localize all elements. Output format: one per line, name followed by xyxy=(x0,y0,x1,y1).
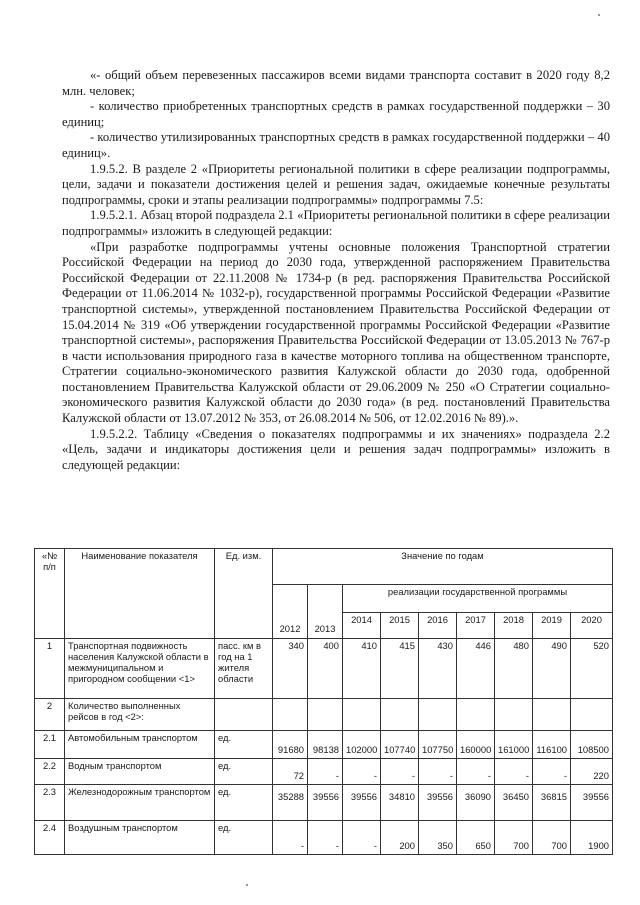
row-value: 36815 xyxy=(533,785,571,821)
row-value: 160000 xyxy=(457,731,495,759)
row-value: 91680 xyxy=(273,731,308,759)
row-value: - xyxy=(495,759,533,785)
row-index: 2.4 xyxy=(35,821,65,855)
row-value: - xyxy=(533,759,571,785)
row-value: 116100 xyxy=(533,731,571,759)
header-year: 2018 xyxy=(495,613,533,639)
row-index: 2 xyxy=(35,699,65,731)
row-value: 650 xyxy=(457,821,495,855)
document-text xyxy=(62,68,610,473)
row-value: - xyxy=(343,759,381,785)
row-unit: ед. xyxy=(215,759,273,785)
row-value: - xyxy=(308,821,343,855)
header-num: «№ п/п xyxy=(35,549,65,639)
header-year: 2014 xyxy=(343,613,381,639)
row-unit: ед. xyxy=(215,731,273,759)
row-value: - xyxy=(381,759,419,785)
table-row xyxy=(35,731,613,759)
paragraph: «- общий объем перевезенных пассажиров всеми видами транспорта составит в 2020 году 8,2 млн. человек; xyxy=(62,68,610,98)
row-value: 700 xyxy=(533,821,571,855)
header-name: Наименование показателя xyxy=(65,549,215,639)
row-value: 72 xyxy=(273,759,308,785)
row-index: 2.2 xyxy=(35,759,65,785)
row-value xyxy=(419,699,457,731)
header-year: 2017 xyxy=(457,613,495,639)
row-value xyxy=(571,699,613,731)
header-year: 2019 xyxy=(533,613,571,639)
row-index: 1 xyxy=(35,639,65,699)
header-year: 2016 xyxy=(419,613,457,639)
row-value: 36450 xyxy=(495,785,533,821)
row-value: - xyxy=(273,821,308,855)
row-value: 700 xyxy=(495,821,533,855)
row-unit: ед. xyxy=(215,785,273,821)
row-value: 1900 xyxy=(571,821,613,855)
row-value xyxy=(457,699,495,731)
row-unit: ед. xyxy=(215,821,273,855)
row-value xyxy=(495,699,533,731)
table-row xyxy=(35,699,613,731)
header-year: 2015 xyxy=(381,613,419,639)
row-name: Количество выполненных рейсов в год <2>: xyxy=(65,699,215,731)
row-name: Водным транспортом xyxy=(65,759,215,785)
row-value: 220 xyxy=(571,759,613,785)
header-year: 2020 xyxy=(571,613,613,639)
table-row xyxy=(35,639,613,699)
row-value: 490 xyxy=(533,639,571,699)
row-name: Воздушным транспортом xyxy=(65,821,215,855)
header-values-by-year: Значение по годам xyxy=(273,549,613,585)
row-value: 350 xyxy=(419,821,457,855)
paragraph: - количество утилизированных транспортных средств в рамках государственной поддержки – 40 единиц». xyxy=(62,130,610,160)
paragraph: «При разработке подпрограммы учтены основные положения Транспортной стратегии Российской Федерации на период до 2030 года, утвержденной распоряжением Правительства Российской Федерации от 22.11.2008 № 1734-р (в ред. распоряжения Правительства Российской Федерации от 11.06.2014 № 1032-р), государственной программы Российской Федерации «Развитие транспортной системы», утвержденной постановлением Правительства Российской Федерации от 15.04.2014 № 319 «Об утверждении государственной программы Российской Федерации «Развитие транспортной системы», распоряжения Правительства Российской Федерации от 13.05.2013 № 767-р в части использования природного газа в качестве моторного топлива на общественном транспорте, Стратегии социально-экономического развития Калужской области до 2030 года, одобренной постановлением Правительства Калужской области от 29.06.2009 № 250 «О Стратегии социально-экономического развития Калужской области до 2030 года» (в ред. постановлений Правительства Калужской области от 13.07.2012 № 353, от 26.08.2014 № 506, от 12.02.2016 № 89).». xyxy=(62,239,610,426)
row-value: 107750 xyxy=(419,731,457,759)
row-value: - xyxy=(457,759,495,785)
paragraph: 1.9.5.2. В разделе 2 «Приоритеты региональной политики в сфере реализации подпрограммы, цели, задачи и показатели достижения целей и решения задач, ожидаемые конечные результаты подпрограммы, сроки и этапы реализации подпрограммы» подпрограммы 7.5: xyxy=(62,161,610,207)
row-value: 430 xyxy=(419,639,457,699)
row-name: Транспортная подвижность населения Калужской области в межмуниципальном и пригородном сообщении <1> xyxy=(65,639,215,699)
row-value xyxy=(533,699,571,731)
scan-speck xyxy=(598,14,600,16)
row-value: 36090 xyxy=(457,785,495,821)
table-row xyxy=(35,785,613,821)
row-value: - xyxy=(419,759,457,785)
row-value xyxy=(273,699,308,731)
indicators-table xyxy=(34,548,613,855)
row-value: 340 xyxy=(273,639,308,699)
row-value: 107740 xyxy=(381,731,419,759)
row-value: 200 xyxy=(381,821,419,855)
scan-speck xyxy=(246,884,248,886)
row-name: Железнодорожным транспортом xyxy=(65,785,215,821)
row-value xyxy=(381,699,419,731)
header-unit: Ед. изм. xyxy=(215,549,273,639)
row-value: 35288 xyxy=(273,785,308,821)
row-unit xyxy=(215,699,273,731)
row-index: 2.3 xyxy=(35,785,65,821)
row-value: - xyxy=(308,759,343,785)
row-value: 102000 xyxy=(343,731,381,759)
table-row xyxy=(35,821,613,855)
row-value: 39556 xyxy=(419,785,457,821)
paragraph: - количество приобретенных транспортных средств в рамках государственной поддержки – 30 единиц; xyxy=(62,99,610,129)
row-value: 39556 xyxy=(343,785,381,821)
row-value: 410 xyxy=(343,639,381,699)
row-unit: пасс. км в год на 1 жителя области xyxy=(215,639,273,699)
row-value: 446 xyxy=(457,639,495,699)
row-value xyxy=(308,699,343,731)
row-value: 161000 xyxy=(495,731,533,759)
row-value: 520 xyxy=(571,639,613,699)
row-value: - xyxy=(343,821,381,855)
table-row xyxy=(35,759,613,785)
paragraph: 1.9.5.2.1. Абзац второй подраздела 2.1 «Приоритеты региональной политики в сфере реализации подпрограммы» изложить в следующей редакции: xyxy=(62,208,610,238)
header-year: 2013 xyxy=(308,585,343,639)
paragraph: 1.9.5.2.2. Таблицу «Сведения о показателях подпрограммы и их значениях» подраздела 2.2 «Цель, задачи и индикаторы достижения цели и решения задач подпрограммы» изложить в следующей редакции: xyxy=(62,426,610,472)
row-value: 108500 xyxy=(571,731,613,759)
row-value: 415 xyxy=(381,639,419,699)
row-value xyxy=(343,699,381,731)
header-program-impl: реализации государственной программы xyxy=(343,585,613,613)
row-value: 480 xyxy=(495,639,533,699)
row-value: 34810 xyxy=(381,785,419,821)
row-value: 39556 xyxy=(308,785,343,821)
row-value: 98138 xyxy=(308,731,343,759)
row-value: 39556 xyxy=(571,785,613,821)
header-year: 2012 xyxy=(273,585,308,639)
row-index: 2.1 xyxy=(35,731,65,759)
row-name: Автомобильным транспортом xyxy=(65,731,215,759)
row-value: 400 xyxy=(308,639,343,699)
